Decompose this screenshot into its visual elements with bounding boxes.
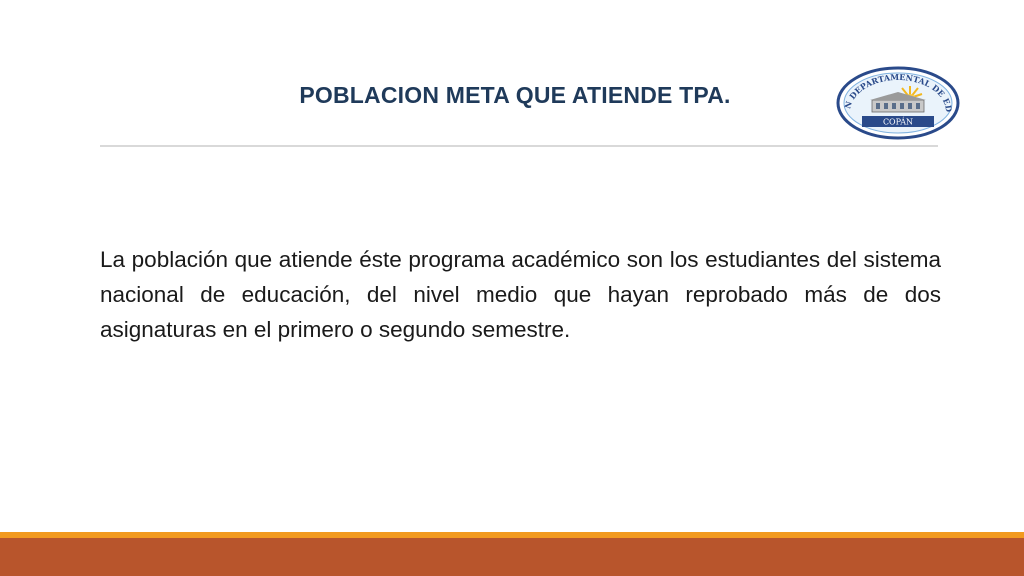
slide-title: POBLACION META QUE ATIENDE TPA. <box>299 82 731 108</box>
logo-banner-text: COPÁN <box>882 117 914 127</box>
body-paragraph: La población que atiende éste programa académico son los estudiantes del sistema nacional de educación, del nivel medio que hayan reprobado más de dos asignaturas en el primero o segundo semestre. <box>100 247 941 342</box>
footer-bar <box>0 538 1024 576</box>
title-divider <box>100 145 938 147</box>
logo-arc-text: N DEPARTAMENTAL DE ED <box>842 71 955 113</box>
education-department-logo <box>836 66 960 140</box>
